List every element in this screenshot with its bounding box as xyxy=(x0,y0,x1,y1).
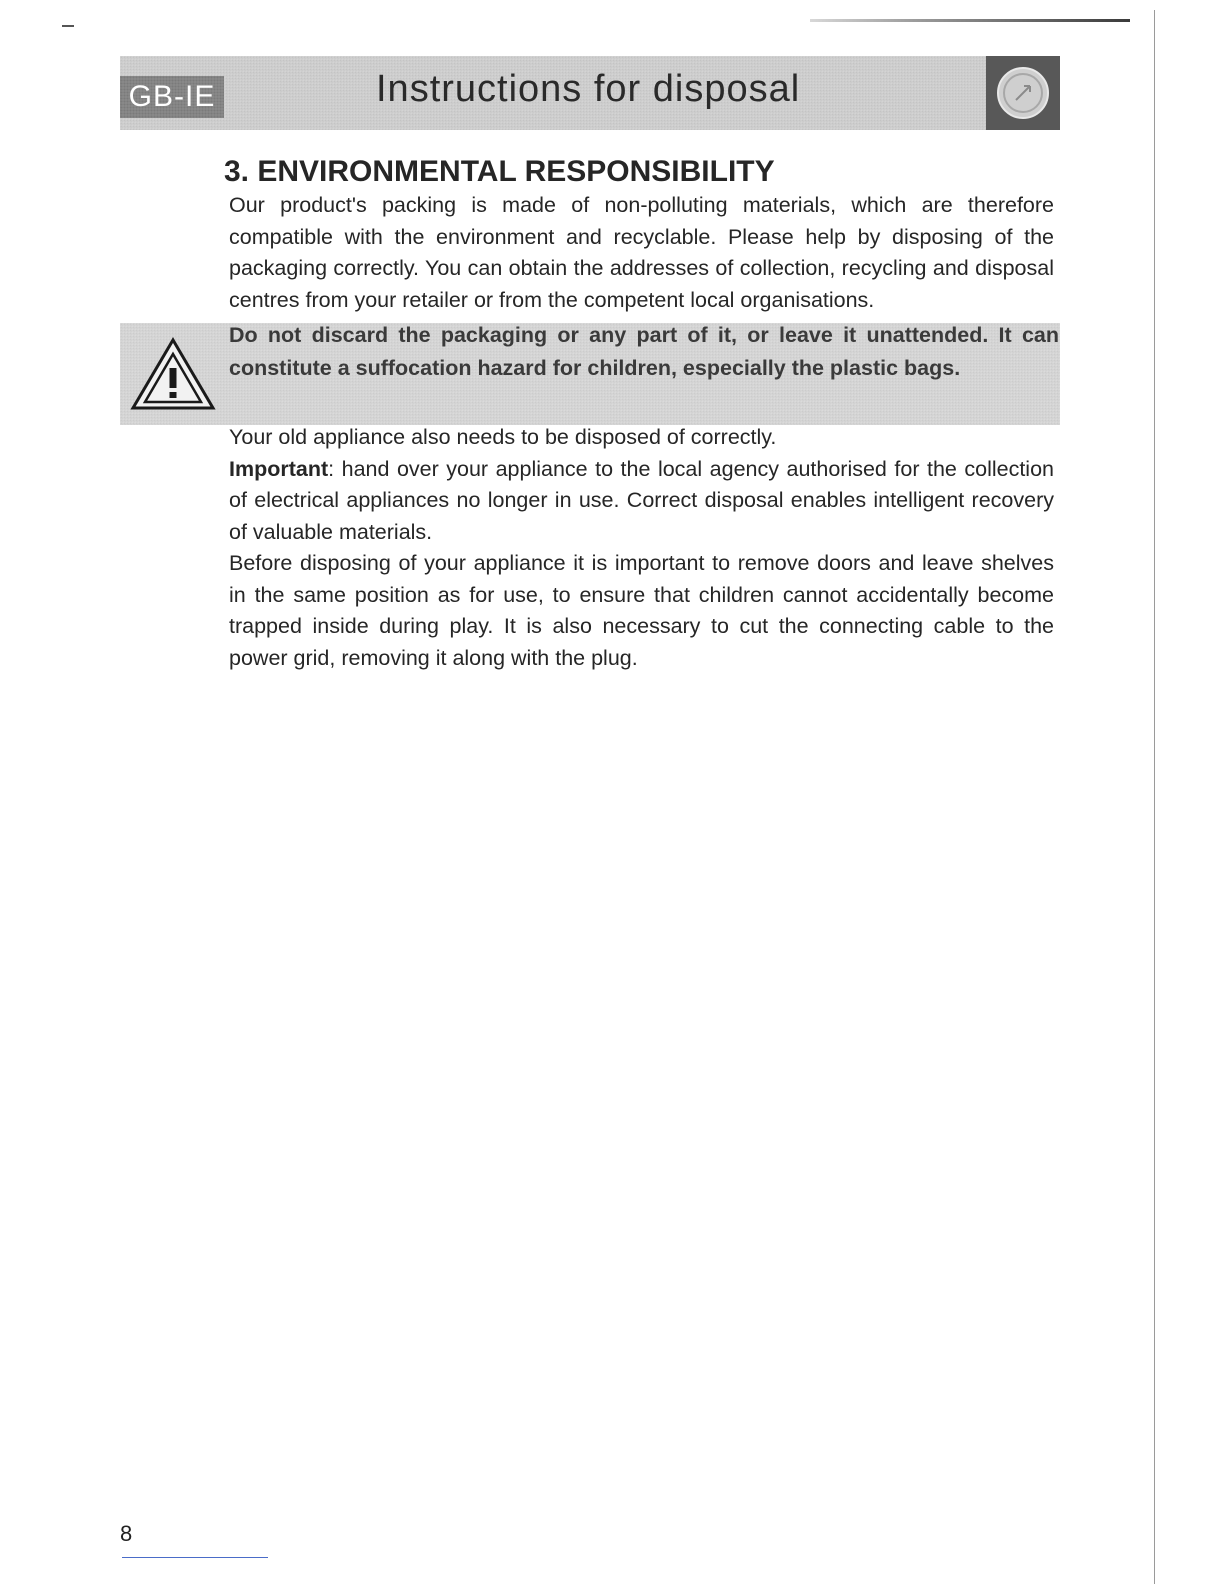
footer-rule xyxy=(122,1557,268,1558)
scan-mark xyxy=(62,25,74,27)
intro-text: Our product's packing is made of non-polluting materials, which are therefore compatible with the environment and recyclable. Please help by disposing of the packaging correctly. You can obtain the addresses of collection, recycling and disposal centres from your retailer or from the competent local organisations. xyxy=(229,193,1054,312)
important-paragraph xyxy=(229,454,1054,549)
page-number: 8 xyxy=(120,1521,133,1546)
warning-triangle-icon xyxy=(130,336,216,412)
warning-text: Do not discard the packaging or any part of it, or leave it unattended. It can constitute a suffocation hazard for children, especially the plastic bags. xyxy=(229,323,1059,380)
language-badge: GB-IE xyxy=(120,76,224,118)
disposal-paragraphs xyxy=(229,422,1054,674)
top-rule xyxy=(810,19,1130,22)
important-text: : hand over your appliance to the local agency authorised for the collection of electrical appliances no longer in use. Correct disposal enables intelligent recovery of valuable materials. xyxy=(229,456,1054,544)
important-label: Important xyxy=(229,456,329,481)
page-edge-line xyxy=(1154,10,1155,1584)
before-disposing-text: Before disposing of your appliance it is important to remove doors and leave shelves in the same position as for use, to ensure that children cannot accidentally become trapped inside during play. It is also necessary to cut the connecting cable to the power grid, removing it along with the plug. xyxy=(229,551,1054,670)
intro-paragraph xyxy=(229,190,1054,316)
old-appliance-text: Your old appliance also needs to be disposed of correctly. xyxy=(229,425,777,449)
section-title: 3. ENVIRONMENTAL RESPONSIBILITY xyxy=(224,155,775,188)
recycling-disposal-icon xyxy=(986,56,1060,130)
header-title: Instructions for disposal xyxy=(376,68,801,110)
